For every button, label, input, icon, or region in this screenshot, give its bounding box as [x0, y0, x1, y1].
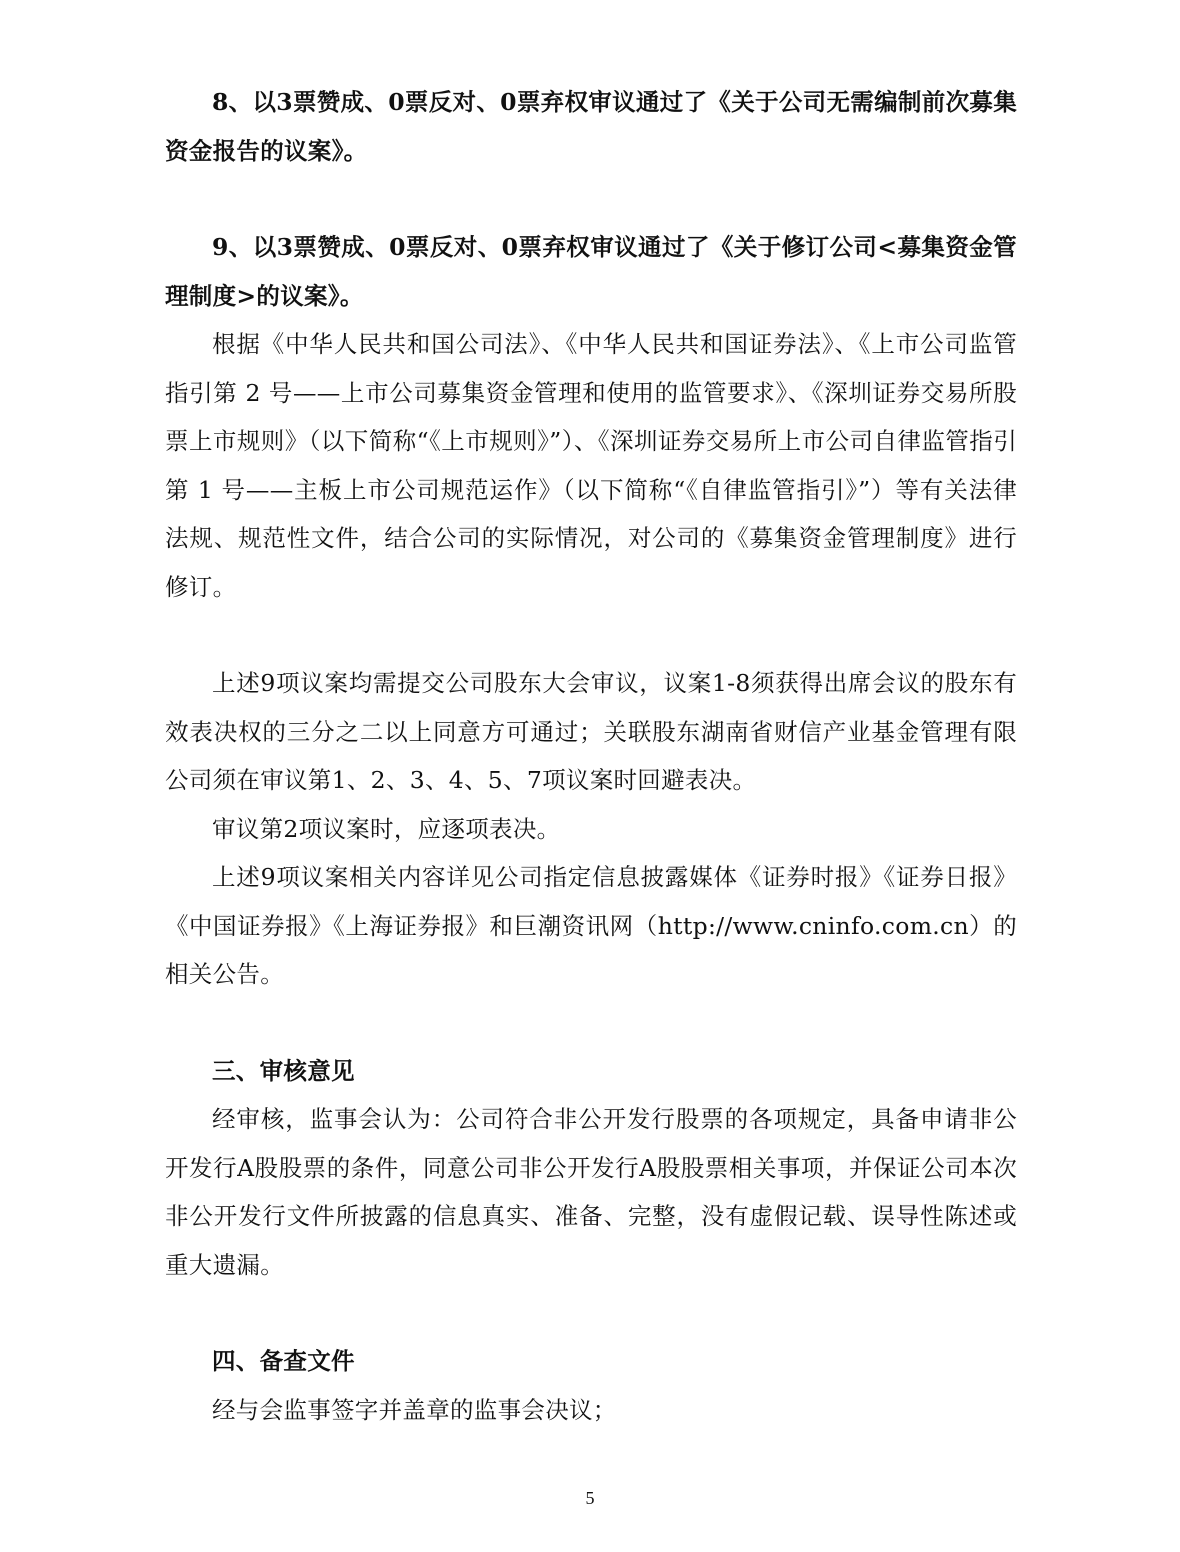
- spacer: [165, 175, 1017, 223]
- summary-paragraph-3: 上述9项议案相关内容详见公司指定信息披露媒体《证券时报》《证券日报》《中国证券报》《上海证券报》和巨潮资讯网（http://www.cninfo.com.cn）的相关公告。: [165, 863, 1017, 988]
- document-page: [165, 78, 1017, 1434]
- resolution-item-8: 8、以3票赞成、0票反对、0票弃权审议通过了《关于公司无需编制前次募集资金报告的议案》。: [165, 88, 1017, 165]
- resolution-item-9: 9、以3票赞成、0票反对、0票弃权审议通过了《关于修订公司<募集资金管理制度>的议案》。: [165, 233, 1017, 310]
- section-4-heading: 四、备查文件: [212, 1347, 355, 1375]
- summary-paragraph-2: 审议第2项议案时，应逐项表决。: [212, 814, 561, 843]
- page-number: 5: [585, 1488, 595, 1508]
- spacer: [165, 611, 1017, 659]
- section-3-heading: 三、审核意见: [212, 1056, 355, 1085]
- resolution-item-9-body: 根据《中华人民共和国公司法》、《中华人民共和国证券法》、《上市公司监管指引第 2 号——上市公司募集资金管理和使用的监管要求》、《深圳证券交易所股票上市规则》（以下简称“《上市规则》”）、《深圳证券交易所上市公司自律监管指引第 1 号——主板上市公司规范运作》（以下简称“《自律监管指引》”）等有关法律法规、规范性文件，结合公司的实际情况，对公司的《募集资金管理制度》进行修订。: [165, 330, 1017, 601]
- spacer: [165, 999, 1017, 1047]
- spacer: [165, 1289, 1017, 1337]
- summary-paragraph-1: 上述9项议案均需提交公司股东大会审议，议案1-8须获得出席会议的股东有效表决权的三分之二以上同意方可通过；关联股东湖南省财信产业基金管理有限公司须在审议第1、2、3、4、5、7项议案时回避表决。: [165, 669, 1017, 794]
- section-4-body: 经与会监事签字并盖章的监事会决议；: [212, 1395, 617, 1424]
- section-3-body: 经审核，监事会认为：公司符合非公开发行股票的各项规定，具备申请非公开发行A股股票的条件，同意公司非公开发行A股股票相关事项，并保证公司本次非公开发行文件所披露的信息真实、准备、完整，没有虚假记载、误导性陈述或重大遗漏。: [165, 1105, 1017, 1279]
